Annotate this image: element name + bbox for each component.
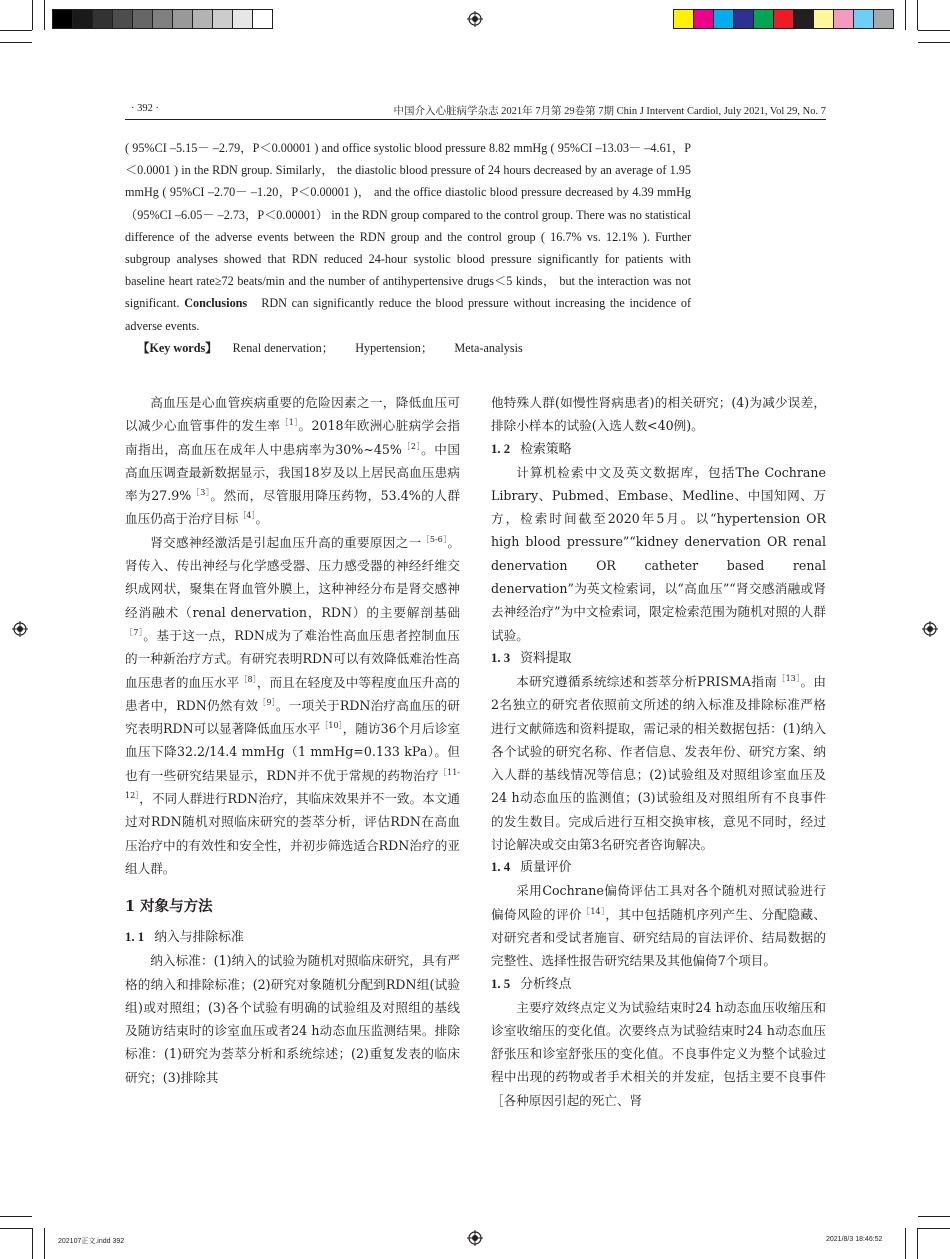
crop-mark (905, 0, 906, 30)
citation[interactable]: ［13］ (777, 673, 801, 683)
section-heading: 1 对象与方法 (125, 898, 213, 916)
crop-mark (905, 1228, 906, 1259)
running-header (125, 101, 826, 120)
color-swatch (733, 9, 754, 29)
color-swatch (112, 9, 133, 29)
abstract-results-text: ( 95%CI –5.15－ –2.79，P＜0.00001 ) and office systolic blood pressure 8.82 mmHg ( 95%CI –13.03－ –4.61，P＜0.0001 ) in the RDN group. Similarly， the diastolic blood pressure of 24 hours decreased by an average of 1.95 mmHg ( 95%CI –2.70－ –1.20，P＜0.00001 )， and the office diastolic blood pressure decreased by 4.39 mmHg （95%CI –6.05－ –2.73，P＜0.00001） in the RDN group compared to the control group. There was no statistical difference of the adverse events between the RDN group and the control group ( 16.7% vs. 12.1% ). Further subgroup analyses showed that RDN reduced 24-hour systolic blood pressure significantly for patients with baseline heart rate≥72 beats/min and the number of antihypertensive drugs＜5 kinds， but the interaction was not significant. (125, 141, 691, 311)
color-swatch (132, 9, 153, 29)
citation[interactable]: ［10］ (320, 721, 343, 731)
citation[interactable]: ［11-12］ (125, 767, 460, 801)
crop-mark (0, 1228, 32, 1229)
keywords-label: 【Key words】 (137, 340, 218, 355)
registration-mark-icon (922, 621, 938, 637)
crop-mark (918, 1228, 950, 1229)
citation[interactable]: ［3］ (191, 488, 211, 498)
abstract-results-paragraph (125, 137, 691, 337)
endpoints-paragraph: 主要疗效终点定义为试验结束时24 h动态血压收缩压和诊室收缩压的变化值。次要终点为试验结束时24 h动态血压舒张压和诊室舒张压的变化值。不良事件定义为整个试验过程中出现的药物或者手术相关的并发症，包括主要不良事件［各种原因引起的死亡、肾 (491, 999, 826, 1108)
right-column (491, 391, 826, 1112)
color-swatch (793, 9, 814, 29)
keyword: Renal denervation； (232, 340, 334, 355)
color-swatch (152, 9, 173, 29)
color-swatch (773, 9, 794, 29)
criteria-continued-paragraph: 他特殊人群(如慢性肾病患者)的相关研究；(4)为减少误差，排除小样本的试验(入选人数<40例)。 (491, 395, 826, 434)
color-swatch (833, 9, 854, 29)
color-swatch (192, 9, 213, 29)
citation[interactable]: ［5-6］ (421, 534, 448, 544)
criteria-paragraph: 纳入标准：(1)纳入的试验为随机对照临床研究，具有严格的纳入和排除标准；(2)研究对象随机分配到RDN组(试验组)或对照组；(3)各个试验有明确的试验组及对照组的基线及随访结束时的诊室血压或者24 h动态血压监测结果。排除标准：(1)研究为荟萃分析和系统综述；(2)重复发表的临床研究；(3)排除其 (125, 953, 460, 1085)
citation[interactable]: ［2］ (401, 441, 422, 451)
citation[interactable]: ［7］ (125, 627, 144, 637)
color-swatch (72, 9, 93, 29)
color-swatch (673, 9, 694, 29)
color-swatch (693, 9, 714, 29)
citation[interactable]: ［4］ (238, 511, 256, 521)
file-slug: 202107正文.indd 392 (58, 1238, 125, 1245)
data-extraction-paragraph: 本研究遵循系统综述和荟萃分析PRISMA指南$^{[13]}$。由2名独立的研究者依照前文所述的纳入标准及排除标准严格进行文献筛选和资料提取，需记录的相关数据包括：(1)纳入各个试验的研究名称、作者信息、发表年份、研究方案、纳入人群的基线情况等信息；(2)试验组及对照组诊室血压及24 h动态血压的监测值；(3)试验组及对照组所有不良事件的发生数目。完成后进行互相交换审核，意见不同时，经过讨论解决或交由第3名研究者咨询解决。 (491, 673, 826, 853)
abstract (125, 137, 691, 359)
subsection-heading: 1. 5 分析终点 (491, 976, 572, 992)
color-swatch (52, 9, 73, 29)
color-swatch (172, 9, 193, 29)
conclusions-label: Conclusions (184, 296, 248, 311)
intro-paragraph: 肾交感神经激活是引起血压升高的重要原因之一$^{[5-6]}$。肾传入、传出神经与化学感受器、压力感受器的神经纤维交织成网状，聚集在肾血管外膜上，这种神经分布是肾交感神经消融术（renal denervation，RDN）的主要解剖基础$^{[7]}$。基于这一点，RDN成为了难治性高血压患者控制血压的一种新治疗方式。有研究表明RDN可以有效降低难治性高血压患者的血压水平$^{[8]}$，而且在轻度及中等程度血压升高的患者中，RDN仍然有效$^{[9]}$。一项关于RDN治疗高血压的研究表明RDN可以显著降低血压水平$^{[10]}$，随访36个月后诊室血压下降32.2/14.4 mmHg（1 mmHg=0.133 kPa）。但也有一些研究结果显示，RDN并不优于常规的药物治疗$^{[11-12]}$，不同人群进行RDN治疗，其临床效果并不一致。本文通过对RDN随机对照临床研究的荟萃分析，评估RDN在高血压治疗中的有效性和安全性，并初步筛选适合RDN治疗的亚组人群。 (125, 534, 461, 876)
citation[interactable]: ［1］ (280, 418, 299, 428)
color-swatch (212, 9, 233, 29)
intro-paragraph: 高血压是心血管疾病重要的危险因素之一，降低血压可以减少心血管事件的发生率$^{[1]}$。2018年欧洲心脏病学会指南指出，高血压在成年人中患病率为30%~45%$^{[2]}$。中国高血压调查最新数据显示，我国18岁及以上居民高血压患病率为27.9%$^{[3]}$。然而，尽管服用降压药物，53.4%的人群血压仍高于治疗目标$^{[4]}$。 (125, 395, 461, 527)
left-column (125, 391, 460, 1089)
color-swatch (92, 9, 113, 29)
journal-citation: 中国介入心脏病学杂志 2021年 7月第 29卷第 7期 Chin J Intervent Cardiol, July 2021, Vol 29, No. 7 (393, 106, 826, 117)
crop-mark (44, 0, 45, 30)
color-swatch (813, 9, 834, 29)
citation[interactable]: ［14］ (582, 906, 606, 916)
subsection-heading: 1. 1 纳入与排除标准 (125, 930, 244, 946)
color-swatch (252, 9, 273, 29)
color-swatch (232, 9, 253, 29)
color-swatch (873, 9, 894, 29)
gray-calibration-bar (53, 9, 273, 29)
search-strategy-paragraph: 计算机检索中文及英文数据库，包括The Cochrane Library、Pubmed、Embase、Medline、中国知网、万方，检索时间截至2020年5月。以“hypertension OR high blood pressure”“kidney denervation OR renal denervation OR catheter based renal denervation”为英文检索词，以“高血压”“肾交感消融或肾去神经治疗”为中文检索词，限定检索范围为随机对照的人群试验。 (491, 464, 826, 643)
keyword: Hypertension； (355, 340, 434, 355)
citation[interactable]: ［9］ (258, 697, 276, 707)
crop-mark (917, 0, 918, 30)
subsection-heading: 1. 3 资料提取 (491, 650, 572, 666)
color-swatch (713, 9, 734, 29)
keywords-line (125, 337, 691, 359)
conclusions-text: RDN can significantly reduce the blood pressure without increasing the incidence of adverse events. (125, 296, 692, 333)
crop-mark (0, 1216, 32, 1217)
crop-mark (32, 1228, 33, 1259)
crop-mark (0, 30, 32, 31)
keyword: Meta-analysis (454, 340, 523, 355)
registration-mark-icon (12, 621, 28, 637)
quality-assessment-paragraph: 采用Cochrane偏倚评估工具对各个随机对照试验进行偏倚风险的评价$^{[14]}$，其中包括随机序列产生、分配隐藏、对研究者和受试者施盲、研究结局的盲法评价、结局数据的完整性、选择性报告研究结果及其他偏倚7个项目。 (491, 883, 826, 969)
crop-mark (44, 1228, 45, 1259)
subsection-heading: 1. 4 质量评价 (491, 860, 572, 876)
crop-mark (918, 30, 950, 31)
crop-mark (917, 1228, 918, 1259)
color-swatch (753, 9, 774, 29)
color-swatch (853, 9, 874, 29)
crop-mark (32, 0, 33, 30)
citation[interactable]: ［8］ (239, 674, 257, 684)
crop-mark (918, 42, 950, 43)
registration-mark-icon (467, 11, 483, 27)
page-number: · 392 · (131, 103, 159, 114)
color-calibration-bar (674, 9, 894, 29)
print-timestamp: 2021/8/3 18:46:52 (826, 1236, 883, 1243)
crop-mark (918, 1216, 950, 1217)
registration-mark-icon (467, 1230, 483, 1246)
subsection-heading: 1. 2 检索策略 (491, 441, 572, 457)
crop-mark (0, 42, 32, 43)
